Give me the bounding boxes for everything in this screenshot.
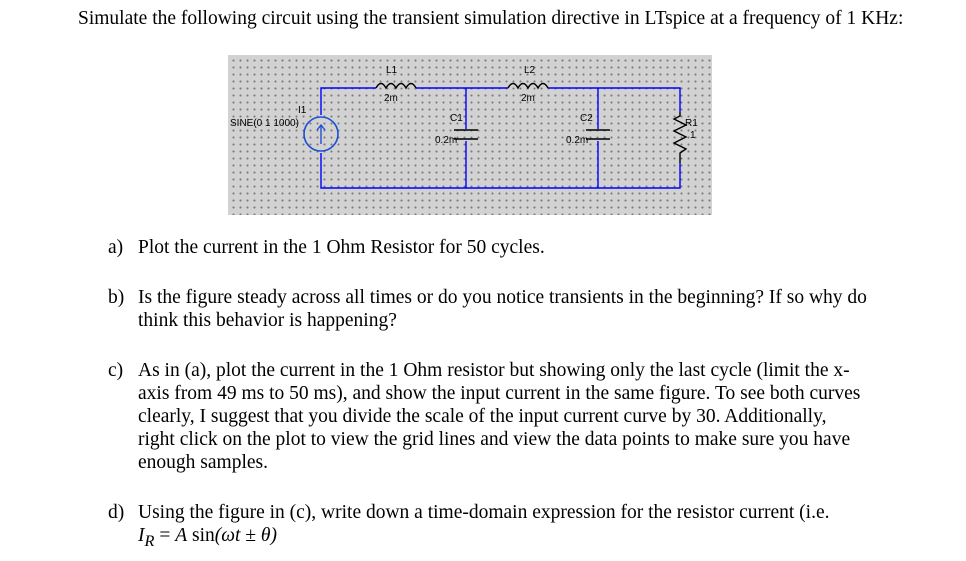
formula-equals: = (154, 525, 176, 546)
question-b (108, 286, 868, 332)
r1-name-label: R1 (685, 118, 698, 129)
question-text: Using the figure in (c), write down a time-domain expression for the resistor current (i.e. (138, 502, 830, 523)
formula-amplitude: A (175, 525, 188, 546)
formula-function: sin (187, 525, 215, 546)
resistor-current-formula (138, 525, 277, 550)
l2-name-label: L2 (524, 65, 536, 76)
question-marker: c) (108, 360, 124, 381)
inductor-icon (376, 84, 416, 89)
c1-value-label: 0.2m (435, 135, 458, 146)
question-marker: d) (108, 502, 125, 523)
l1-value-label: 2m (384, 93, 398, 104)
capacitor-icon (454, 130, 478, 139)
capacitor-icon (586, 130, 610, 139)
question-c (108, 359, 868, 474)
c2-value-label: 0.2m (566, 135, 589, 146)
formula-lhs: I (138, 525, 145, 546)
question-text: Plot the current in the 1 Ohm Resistor for 50 cycles. (138, 237, 545, 258)
source-value-label: SINE(0 1 1000) (230, 118, 299, 129)
l2-value-label: 2m (521, 93, 535, 104)
schematic-drawing (228, 55, 712, 215)
l1-name-label: L1 (386, 65, 398, 76)
formula-subscript: R (144, 531, 155, 550)
question-a (108, 236, 868, 259)
inductor-icon (508, 84, 548, 89)
c1-name-label: C1 (450, 113, 463, 124)
question-marker: a) (108, 237, 124, 258)
problem-intro: Simulate the following circuit using the transient simulation directive in LTspice at a frequency of 1 KHz: (78, 8, 904, 29)
question-list (108, 236, 868, 553)
circuit-wires (321, 88, 680, 188)
current-source-icon (304, 117, 338, 151)
question-d (108, 501, 868, 553)
formula-argument: (ωt ± θ) (214, 525, 277, 546)
source-name-label: I1 (298, 105, 307, 116)
question-text: Is the figure steady across all times or do you notice transients in the beginning? If so why do think this behavior is happening? (138, 287, 867, 331)
c2-name-label: C2 (580, 113, 593, 124)
r1-value-label: 1 (690, 130, 696, 141)
ltspice-schematic (228, 55, 712, 215)
question-text: As in (a), plot the current in the 1 Ohm resistor but showing only the last cycle (limit the x-axis from 49 ms to 50 ms), and show the input current in the same figure. To see both curves clearly, I suggest that you divide the scale of the input current curve by 30. Additionally, right click on the plot to view the grid lines and view the data points to make sure you have enough samples. (138, 360, 861, 473)
question-marker: b) (108, 287, 125, 308)
